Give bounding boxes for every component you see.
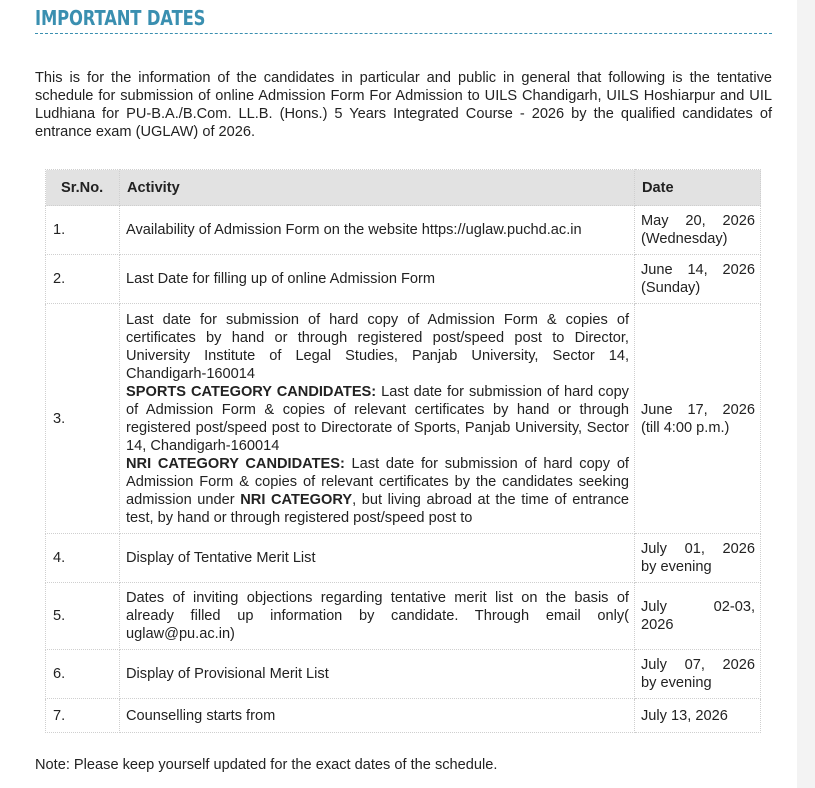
date-sub: (till 4:00 p.m.) <box>641 419 730 436</box>
table-header-row <box>46 170 761 206</box>
table-row <box>46 255 761 304</box>
row-activity: Dates of inviting objections regarding tentative merit list on the basis of already filled up information by candidate. Through email only( uglaw@pu.ac.in) <box>120 583 635 650</box>
row-number: 2. <box>46 255 120 304</box>
date-main: July 07, 2026 <box>641 657 755 673</box>
table-row <box>46 534 761 583</box>
row-activity: Counselling starts from <box>120 699 635 733</box>
row-number: 1. <box>46 206 120 255</box>
row-activity: Availability of Admission Form on the website https://uglaw.puchd.ac.in <box>120 206 635 255</box>
page-scrollbar-track[interactable] <box>797 0 815 788</box>
row-number: 7. <box>46 699 120 733</box>
header-sr-no: Sr.No. <box>46 170 120 206</box>
sports-category-body: Last date for submission of hard copy of Admission Form & copies of relevant certificates by hand or through registered post/speed post to Directorate of Sports, Panjab University, Sector 14, Chandigarh-160014 <box>126 383 629 454</box>
nri-category-emphasis: NRI CATEGORY <box>240 491 353 508</box>
row-date <box>635 699 761 733</box>
row-activity: Last Date for filling up of online Admission Form <box>120 255 635 304</box>
date-main: June 17, 2026 <box>641 401 755 418</box>
schedule-note: Note: Please keep yourself updated for the exact dates of the schedule. <box>35 757 498 773</box>
date-sub: 2026 <box>641 617 674 633</box>
sports-category-label: SPORTS CATEGORY CANDIDATES: <box>126 383 377 400</box>
general-submission-text: Last date for submission of hard copy of Admission Form & copies of certificates by hand or through registered post/speed post to Director, University Institute of Legal Studies, Panjab University, Sector 14, Chandigarh-160014 <box>126 311 629 382</box>
row-activity: Display of Tentative Merit List <box>120 534 635 583</box>
row-activity <box>120 304 635 534</box>
row-date <box>635 650 761 699</box>
nri-category-text <box>126 455 629 527</box>
title-divider <box>35 33 772 34</box>
date-main: June 14, 2026 <box>641 262 755 278</box>
table-row <box>46 650 761 699</box>
header-date: Date <box>635 170 761 206</box>
page-title: IMPORTANT DATES <box>35 6 206 30</box>
row-activity: Display of Provisional Merit List <box>120 650 635 699</box>
schedule-table <box>45 169 761 733</box>
row-number: 5. <box>46 583 120 650</box>
date-sub: by evening <box>641 559 712 575</box>
table-row <box>46 304 761 534</box>
date-sub: (Wednesday) <box>641 231 728 247</box>
date-main: July 01, 2026 <box>641 541 755 557</box>
nri-category-body-1: Last date for submission of hard copy of Admission Form & copies of relevant certificates by the candidates seeking admission under <box>126 455 629 508</box>
date-main: May 20, 2026 <box>641 213 755 229</box>
row-number: 3. <box>46 304 120 534</box>
date-main: July 13, 2026 <box>641 707 728 724</box>
table-row <box>46 583 761 650</box>
date-main: July 02-03, <box>641 599 755 615</box>
row-date <box>635 255 761 304</box>
sports-category-text <box>126 383 629 455</box>
nri-category-label: NRI CATEGORY CANDIDATES: <box>126 455 345 472</box>
nri-category-body-2: , but living abroad at the time of entrance test, by hand or through registered post/speed post to <box>126 491 629 526</box>
row-date <box>635 583 761 650</box>
table-row <box>46 206 761 255</box>
date-sub: by evening <box>641 675 712 691</box>
table-row <box>46 699 761 733</box>
row-date <box>635 206 761 255</box>
intro-paragraph: This is for the information of the candidates in particular and public in general that following is the tentative schedule for submission of online Admission Form For Admission to UILS Chandigarh, UILS Hoshiarpur and UIL Ludhiana for PU-B.A./B.Com. LL.B. (Hons.) 5 Years Integrated Course - 2026 by the qualified candidates of entrance exam (UGLAW) of 2026. <box>35 70 772 140</box>
row-number: 6. <box>46 650 120 699</box>
row-date <box>635 534 761 583</box>
header-activity: Activity <box>120 170 635 206</box>
row-date <box>635 304 761 534</box>
row-number: 4. <box>46 534 120 583</box>
date-sub: (Sunday) <box>641 280 701 296</box>
